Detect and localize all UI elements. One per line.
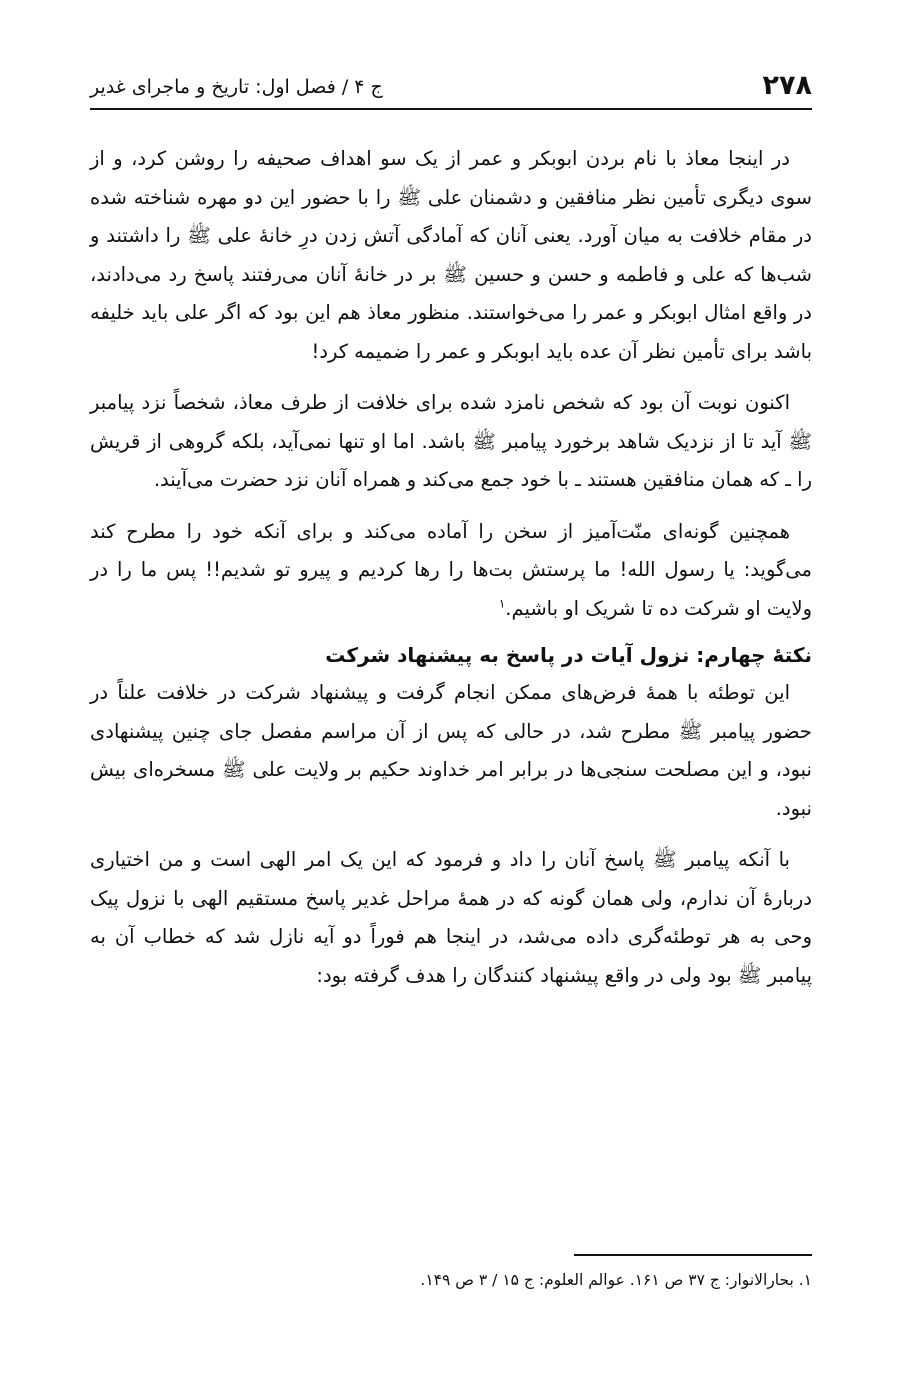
paragraph-1: در اینجا معاذ با نام بردن ابوبکر و عمر از یک سو اهداف صحیفه را روشن کرد، و از سوی دیگری تأمین نظر منافقین و دشمنان علی ﷺ را با حضور این دو مهره شناخته شده در مقام خلافت به میان آورد. یعنی آنان که آمادگی آتش زدن درِ خانهٔ علی ﷺ را داشتند و شب‌ها که علی و فاطمه و حسن و حسین ﷺ بر در خانهٔ آنان می‌رفتند پاسخ رد می‌دادند، در واقع امثال ابوبکر و عمر را می‌خواستند. منظور معاذ هم این بود که اگر علی باید خلیفه باشد برای تأمین نظر آن عده باید ابوبکر و عمر را ضمیمه کرد! [90,147,812,363]
paragraph-4: این توطئه با همهٔ فرض‌های ممکن انجام گرفت و پیشنهاد شرکت در خلافت علناً در حضور پیامبر ﷺ مطرح شد، در حالی که پس از آن مراسم مفصل جای چنین پیشنهادی نبود، و این مصلحت سنجی‌ها در برابر امر خداوند حکیم بر ولایت علی ﷺ مسخره‌ای بیش نبود. [90,681,812,820]
running-title: ج ۴ / فصل اول: تاریخ و ماجرای غدیر [90,76,383,98]
footnote-divider [574,1254,812,1256]
section-heading: نکتهٔ چهارم: نزول آیات در پاسخ به پیشنهاد شرکت [325,643,812,667]
footnote: ۱. بحارالانوار: ج ۳۷ ص ۱۶۱. عوالم العلوم: ج ۱۵ / ۳ ص ۱۴۹. [420,1271,812,1289]
main-text [90,140,812,1008]
paragraph-3-text: همچنین گونه‌ای منّت‌آمیز از سخن را آماده می‌کند و برای آنکه خود را مطرح کند می‌گوید: یا رسول الله! ما پرستش بت‌ها را رها کردیم و پیرو تو شدیم!! پس ما را در ولایت او شرکت ده تا شریک او باشیم. [90,519,812,620]
book-page [90,0,812,1390]
paragraph-3 [90,513,812,629]
page-number: ۲۷۸ [762,70,812,101]
paragraph-2: اکنون نوبت آن بود که شخص نامزد شده برای خلافت از طرف معاذ، شخصاً نزد پیامبر ﷺ آید تا از نزدیک شاهد برخورد پیامبر ﷺ باشد. اما او تنها نمی‌آید، بلکه گروهی از قریش را ـ که همان منافقین هستند ـ با خود جمع می‌کند و همراه آنان نزد حضرت می‌آیند. [90,391,812,491]
page-header [90,68,812,110]
paragraph-5: با آنکه پیامبر ﷺ پاسخ آنان را داد و فرمود که این یک امر الهی است و من اختیاری دربارهٔ آن ندارم، ولی همان گونه که در همهٔ مراحل غدیر پاسخ مستقیم الهی با نزول پیک وحی به هر توطئه‌گری داده می‌شد، در اینجا هم فوراً دو آیه نازل شد که خطاب آن به پیامبر ﷺ بود ولی در واقع پیشنهاد کنندگان را هدف گرفته بود: [90,848,812,987]
footnote-reference[interactable]: ۱ [498,596,506,610]
